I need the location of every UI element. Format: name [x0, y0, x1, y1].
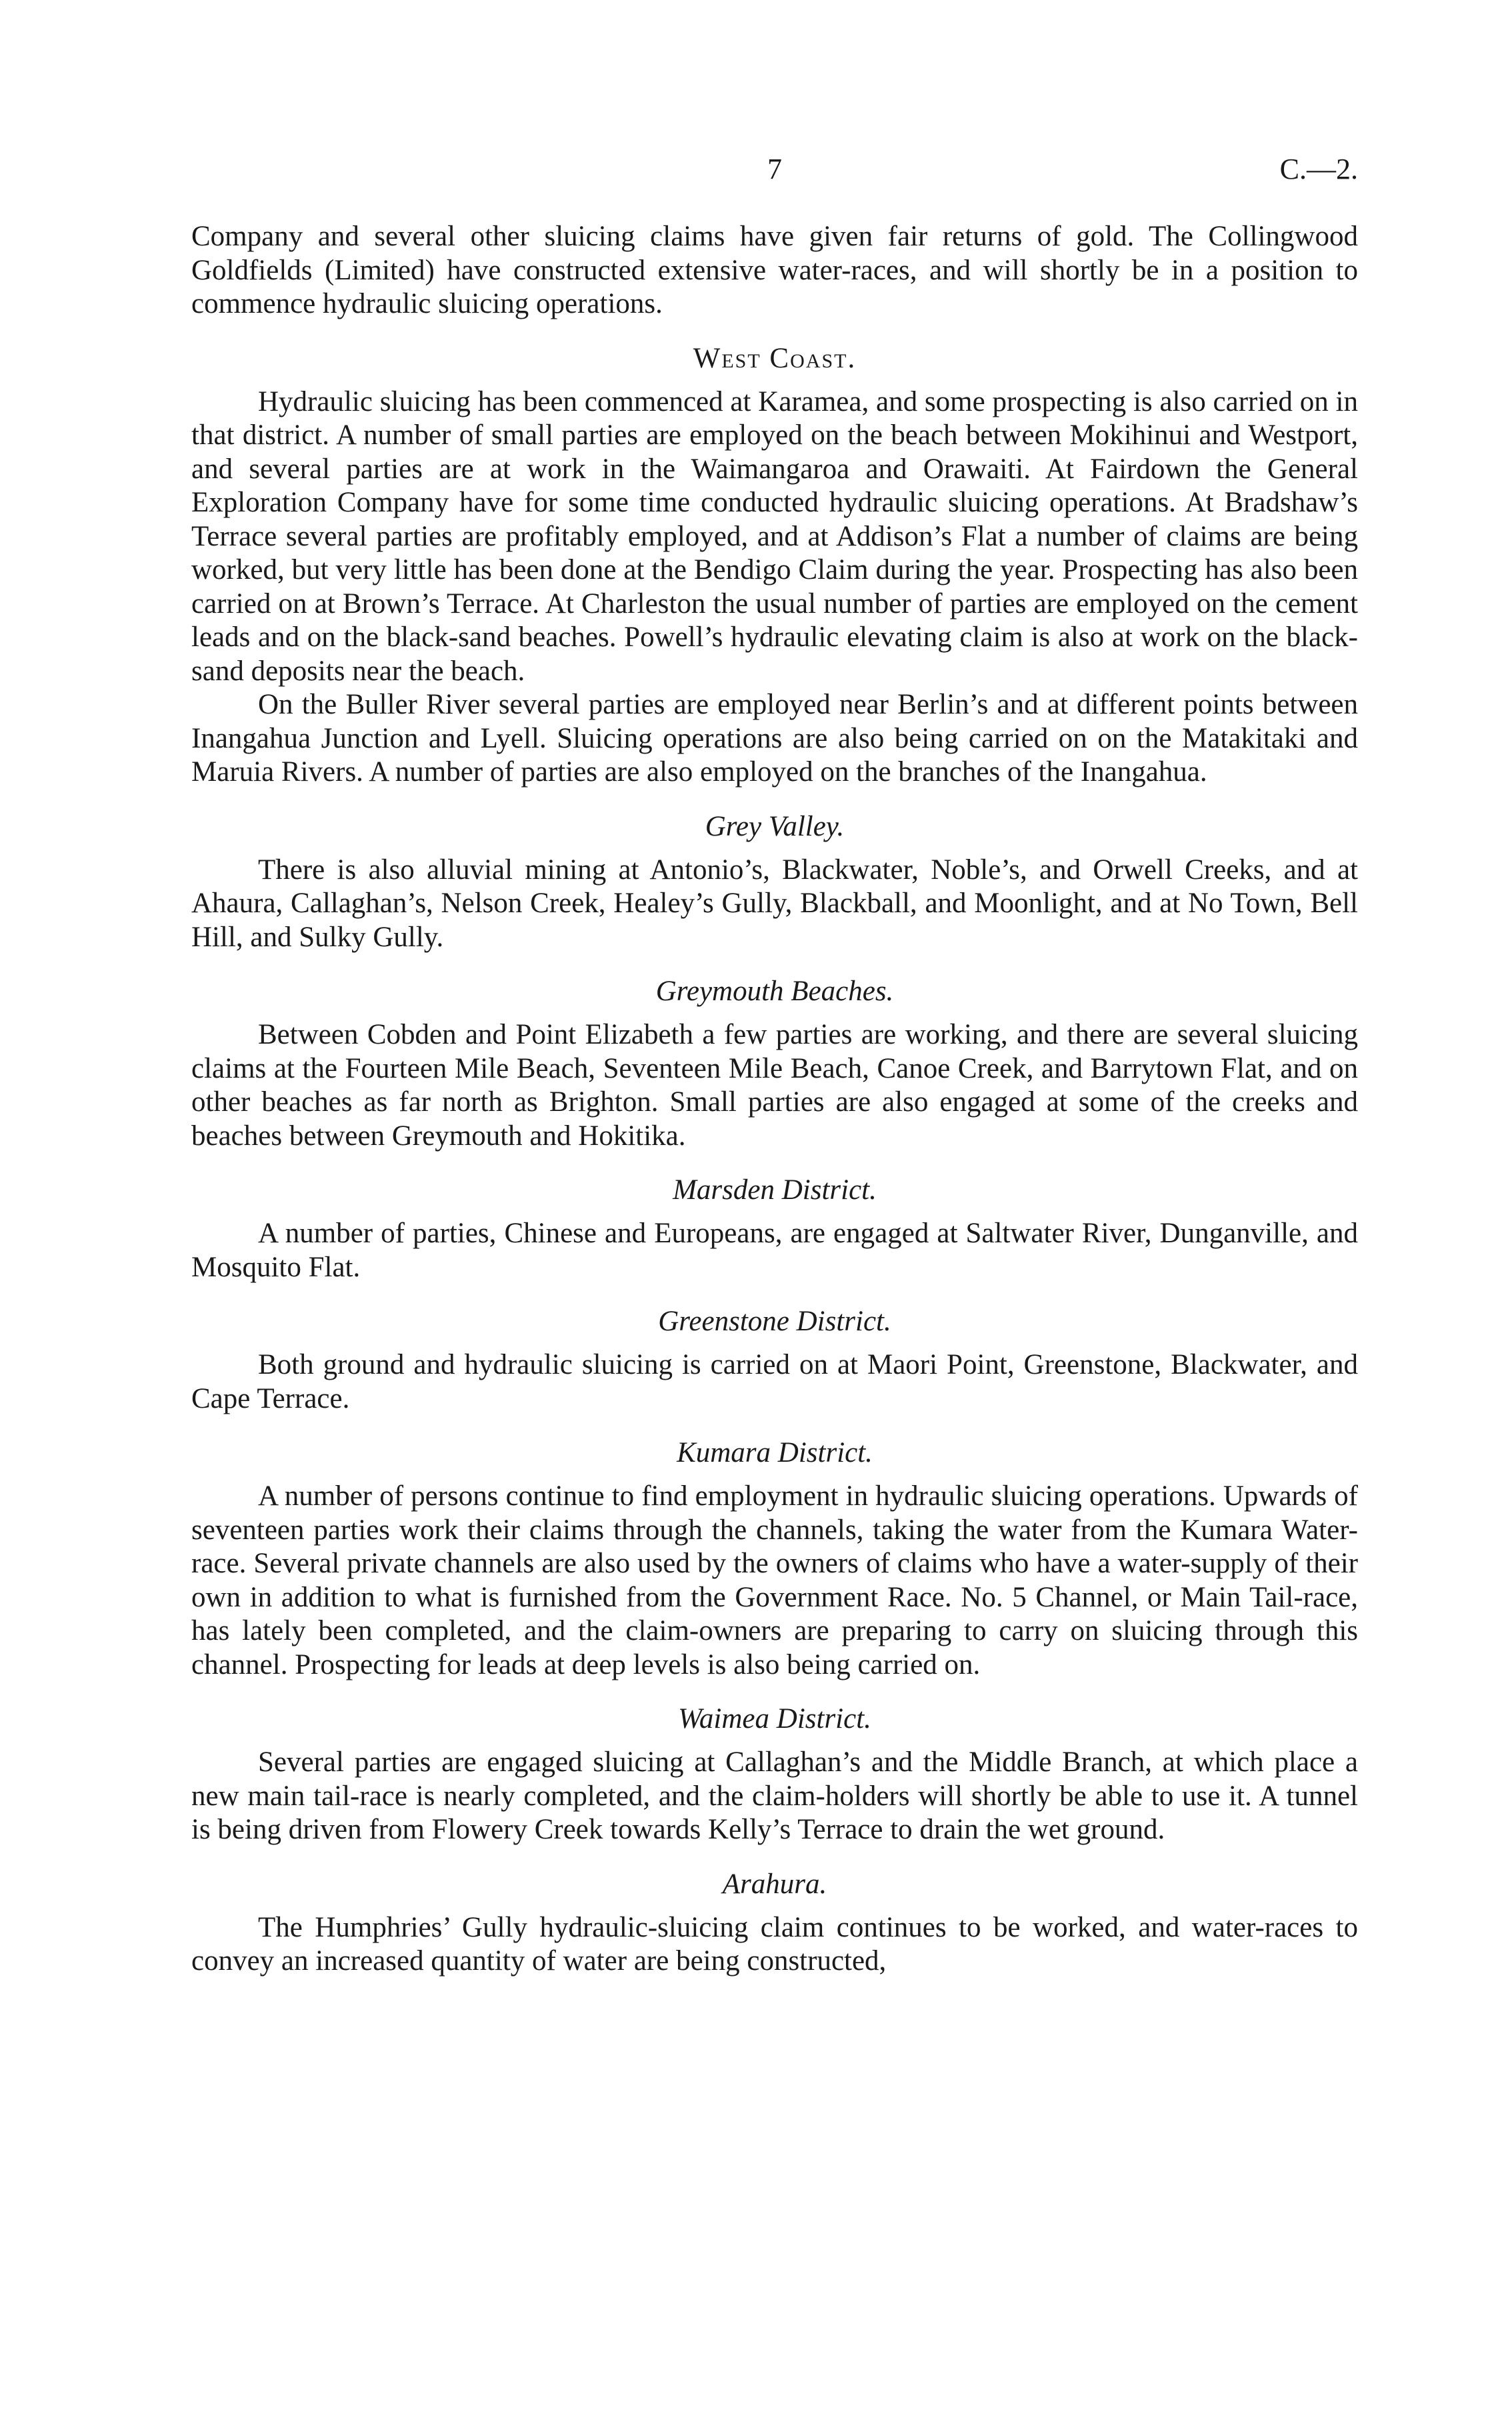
section-heading-waimea-district: Waimea District. [678, 1703, 871, 1734]
section-heading-arahura: Arahura. [722, 1868, 827, 1900]
section-heading-west-coast: West Coast. [693, 342, 857, 374]
west-coast-paragraph-1: Hydraulic sluicing has been commenced at Karamea, and some prospecting is also carried on in that district. A number of small parties are employed on the beach between Mokihinui and Westport, and several parties are at work in the Waimangaroa and Orawaiti. At Fairdown the General Exploration Company have for some time conducted hydraulic sluicing operations. At Bradshaw’s Terrace several parties are profitably employed, and at Addison’s Flat a number of claims are being worked, but very little has been done at the Bendigo Claim during the year. Prospecting has also been carried on at Brown’s Terrace. At Charleston the usual number of parties are employed on the cement leads and on the black-sand beaches. Powell’s hydraulic elevating claim is also at work on the black-sand deposits near the beach. [191, 385, 1358, 687]
intro-paragraph: Company and several other sluicing claims have given fair returns of gold. The Collingwood Goldfields (Limited) have constructed extensive water-races, and will shortly be in a position to commence hydraulic sluicing operations. [191, 221, 1358, 319]
section-heading-greenstone-district: Greenstone District. [658, 1306, 891, 1337]
body-text [191, 220, 1358, 1979]
grey-valley-paragraph: There is also alluvial mining at Antonio’s, Blackwater, Noble’s, and Orwell Creeks, and at Ahaura, Callaghan’s, Nelson Creek, Healey’s Gully, Blackball, and Moonlight, and at No Town, Bell Hill, and Sulky Gully. [191, 854, 1358, 953]
section-heading-kumara-district: Kumara District. [677, 1437, 873, 1468]
greymouth-beaches-paragraph: Between Cobden and Point Elizabeth a few parties are working, and there are several sluicing claims at the Fourteen Mile Beach, Seventeen Mile Beach, Canoe Creek, and Barrytown Flat, and on other beaches as far north as Brighton. Small parties are also engaged at some of the creeks and beaches between Greymouth and Hokitika. [191, 1019, 1358, 1152]
section-heading-marsden-district: Marsden District. [673, 1174, 877, 1206]
greenstone-district-paragraph: Both ground and hydraulic sluicing is carried on at Maori Point, Greenstone, Blackwater, and Cape Terrace. [191, 1349, 1358, 1414]
waimea-district-paragraph: Several parties are engaged sluicing at Callaghan’s and the Middle Branch, at which place a new main tail-race is nearly completed, and the claim-holders will shortly be able to use it. A tunnel is being driven from Flowery Creek towards Kelly’s Terrace to drain the wet ground. [191, 1746, 1358, 1845]
marsden-district-paragraph: A number of parties, Chinese and Europeans, are engaged at Saltwater River, Dunganville, and Mosquito Flat. [191, 1218, 1358, 1283]
section-heading-grey-valley: Grey Valley. [705, 810, 845, 842]
page-number: 7 [767, 153, 782, 185]
west-coast-paragraph-2: On the Buller River several parties are employed near Berlin’s and at different points between Inangahua Junction and Lyell. Sluicing operations are also being carried on on the Matakitaki and Maruia Rivers. A number of parties are also employed on the branches of the Inangahua. [191, 689, 1358, 788]
kumara-district-paragraph: A number of persons continue to find employment in hydraulic sluicing operations. Upwards of seventeen parties work their claims through the channels, taking the water from the Kumara Water-race. Several private channels are also used by the owners of claims who have a water-supply of their own in addition to what is furnished from the Government Race. No. 5 Channel, or Main Tail-race, has lately been completed, and the claim-owners are preparing to carry on sluicing through this channel. Prospecting for leads at deep levels is also being carried on. [191, 1480, 1358, 1680]
running-header [191, 152, 1358, 192]
arahura-paragraph: The Humphries’ Gully hydraulic-sluicing claim continues to be worked, and water-races to convey an increased quantity of water are being constructed, [191, 1911, 1358, 1977]
document-reference: C.—2. [1279, 153, 1358, 185]
section-heading-greymouth-beaches: Greymouth Beaches. [655, 976, 894, 1007]
